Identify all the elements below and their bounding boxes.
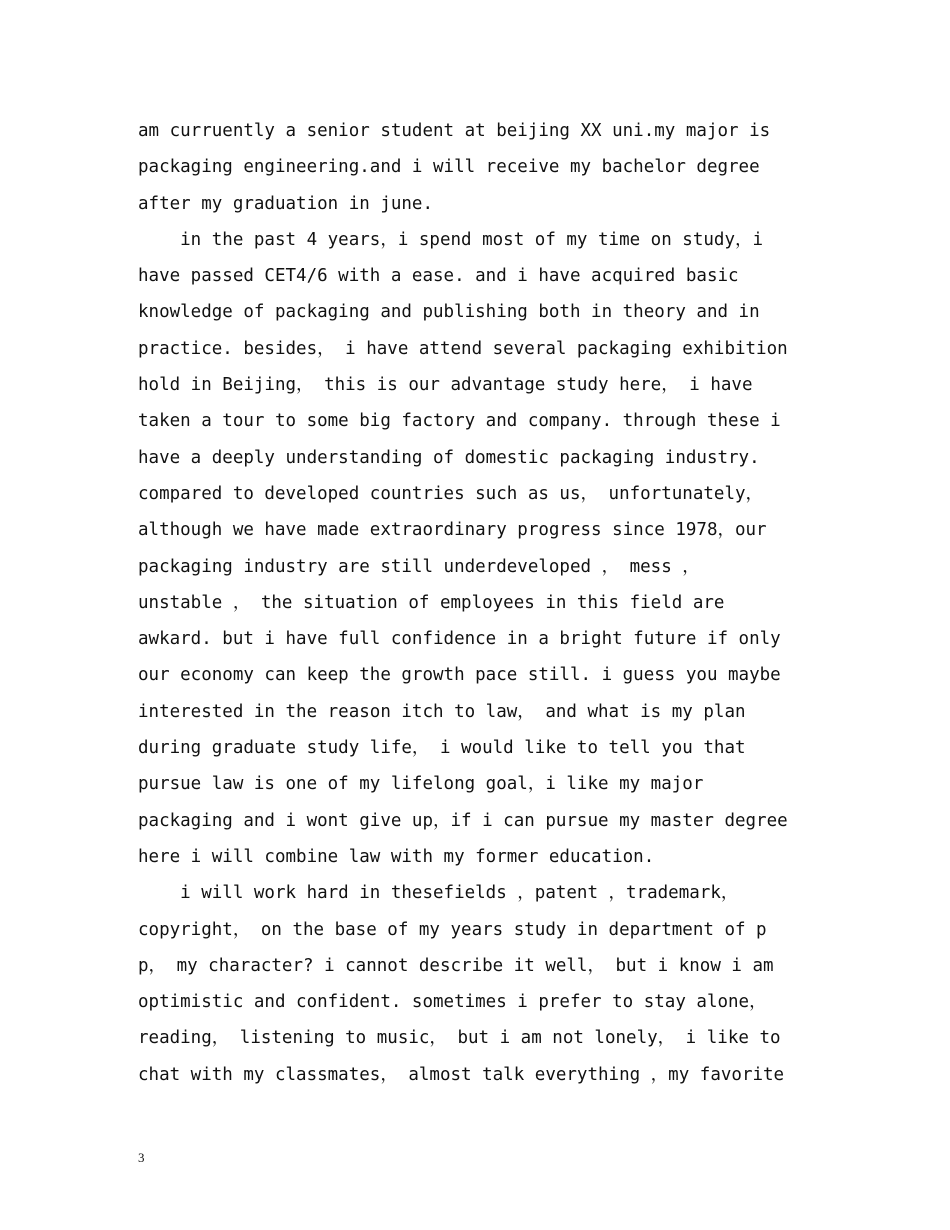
body-text xyxy=(138,113,812,1093)
text-line: packaging engineering.and i will receive my bachelor degree xyxy=(138,157,760,178)
text-line: after my graduation in june. xyxy=(138,193,434,214)
text-line: reading， listening to music， but i am not lonely， i like to xyxy=(138,1028,781,1049)
text-line: taken a tour to some big factory and company. through these i xyxy=(138,411,781,432)
text-line: interested in the reason itch to law， and what is my plan xyxy=(138,701,746,722)
text-line: in the past 4 years，i spend most of my time on study，i xyxy=(138,229,764,250)
text-line: hold in Beijing， this is our advantage study here， i have xyxy=(138,375,753,396)
text-line: have passed CET4/6 with a ease. and i have acquired basic xyxy=(138,266,739,287)
text-line: chat with my classmates， almost talk everything ，my favorite xyxy=(138,1064,785,1085)
text-line: p， my character? i cannot describe it well， but i know i am xyxy=(138,955,774,976)
text-line: copyright， on the base of my years study in department of p xyxy=(138,919,767,940)
text-line: here i will combine law with my former education. xyxy=(138,846,655,867)
page-number: 3 xyxy=(138,1150,145,1165)
text-line: awkard. but i have full confidence in a bright future if only xyxy=(138,629,781,650)
text-line: i will work hard in thesefields ，patent ，trademark， xyxy=(138,883,739,904)
text-line: am curruently a senior student at beijing XX uni.my major is xyxy=(138,121,771,141)
text-line: during graduate study life， i would like to tell you that xyxy=(138,738,746,759)
text-line: practice. besides， i have attend several packaging exhibition xyxy=(138,338,788,359)
text-line: pursue law is one of my lifelong goal，i like my major xyxy=(138,774,704,795)
text-line: optimistic and confident. sometimes i prefer to stay alone， xyxy=(138,992,767,1013)
text-line: although we have made extraordinary progress since 1978，our xyxy=(138,520,767,541)
text-line: packaging industry are still underdeveloped ， mess ， xyxy=(138,556,700,577)
text-line: packaging and i wont give up，if i can pursue my master degree xyxy=(138,810,788,831)
text-line: unstable ， the situation of employees in this field are xyxy=(138,592,725,613)
text-line: have a deeply understanding of domestic packaging industry. xyxy=(138,447,760,468)
text-line: knowledge of packaging and publishing both in theory and in xyxy=(138,302,760,323)
text-line: our economy can keep the growth pace still. i guess you maybe xyxy=(138,665,781,686)
text-line: compared to developed countries such as us， unfortunately， xyxy=(138,483,764,504)
